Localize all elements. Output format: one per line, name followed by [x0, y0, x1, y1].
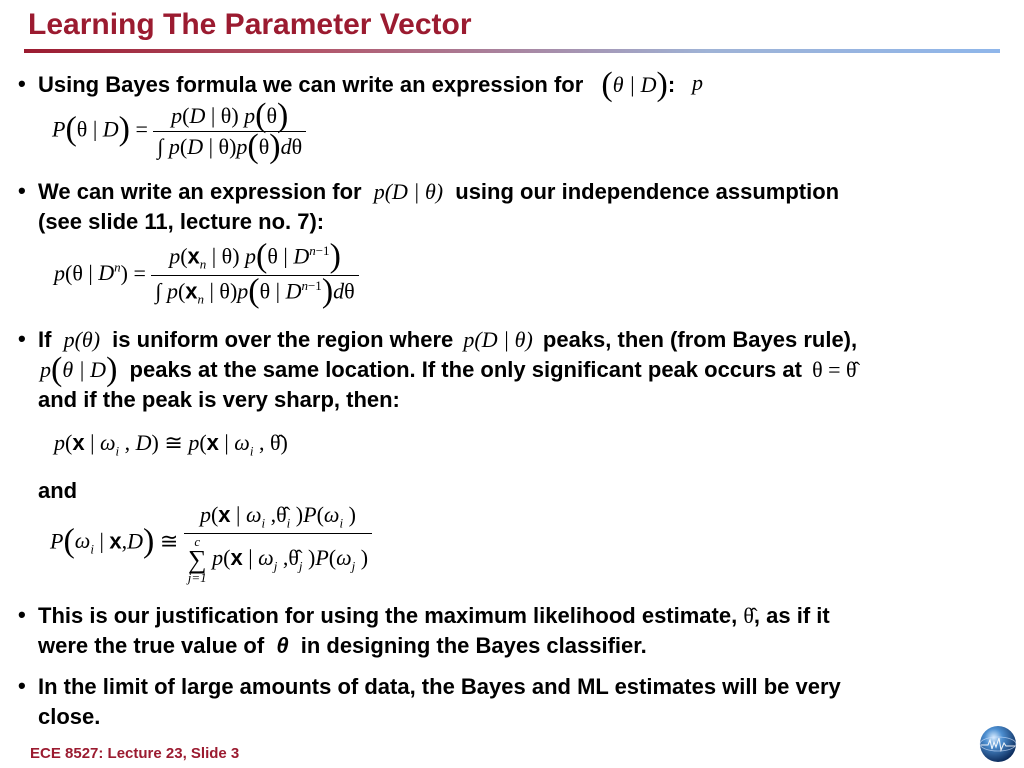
- bullet-dot-icon: •: [18, 326, 26, 351]
- bullet-3-text-a: If: [38, 327, 52, 352]
- equation-approx-conditional: p(x | $\omega_i$ , D) ≅ p(x | $\omega_i$ , θ̂): [54, 430, 288, 459]
- bullet-2-line-2: (see slide 11, lecture no. 7):: [38, 209, 325, 234]
- bullet-dot-icon: •: [18, 673, 26, 698]
- bullet-4-text-b: , as if it: [753, 603, 830, 628]
- bullet-4-text-c: were the true value of: [38, 633, 265, 658]
- bullet-4-text-a: This is our justification for using the maximum likelihood estimate,: [38, 603, 738, 628]
- equation-recursive-bayes: p(θ | $D^n$) = $\frac{p(x_n | \theta) p(\theta | D^{n-1})}{\int p(x_n | \theta)p(\theta | D^{n-1})d\theta}$: [54, 243, 359, 307]
- math-posterior-theta: (θ | D): [601, 66, 668, 103]
- bullet-3-text-c: peaks, then (from Bayes rule),: [542, 327, 858, 352]
- bullet-2-text-b: using our independence assumption: [455, 179, 840, 204]
- slide-footer: ECE 8527: Lecture 23, Slide 3: [30, 745, 240, 762]
- math-likelihood-2: p(D | θ): [463, 327, 533, 352]
- bullet-5-line-2: close.: [38, 704, 101, 729]
- bullet-3: [38, 325, 857, 355]
- equation-bayes-posterior: P(θ | D) = $\frac{p(D | \theta) p(\theta)}{\int p(D | \theta)p(\theta)d\theta}$: [52, 103, 306, 160]
- bullet-1-colon: :: [667, 72, 676, 97]
- slide-title: Learning The Parameter Vector: [28, 8, 472, 41]
- bullet-3-text-b: is uniform over the region where: [112, 327, 454, 352]
- math-p-prefix: p: [692, 70, 703, 95]
- title-divider: [24, 49, 1000, 53]
- bullet-dot-icon: •: [18, 71, 26, 96]
- bullet-4: [38, 601, 830, 631]
- bullet-5: In the limit of large amounts of data, the Bayes and ML estimates will be very: [38, 674, 841, 699]
- math-theta-hat: θ̂: [743, 603, 754, 628]
- bullet-dot-icon: •: [18, 602, 26, 627]
- math-posterior-2: p(θ | D): [40, 351, 118, 388]
- equation-class-posterior: $P(\omega_i$ | x,D) ≅ p(x | $\omega_i$ $,\thetâ_i$ )$P(\omega_i$ ) c ∑ j=1 p(x | $\omega_j$ $,\thetâ_j$ )$P(\omega_j$ ): [50, 502, 372, 584]
- and-text: and: [38, 478, 78, 503]
- bullet-4-line-2: [38, 631, 647, 661]
- bullet-1: [38, 66, 676, 103]
- bullet-2: [38, 177, 839, 207]
- math-theta-equals-hat: θ = θ̂: [812, 357, 857, 382]
- bullet-2-text-a: We can write an expression for: [38, 179, 362, 204]
- bullet-1-text: Using Bayes formula we can write an expression for: [38, 72, 584, 97]
- bullet-3-text-d: peaks at the same location. If the only significant peak occurs at: [129, 357, 802, 382]
- math-prior: p(θ): [63, 327, 101, 352]
- bullet-3-line-3: and if the peak is very sharp, then:: [38, 387, 400, 412]
- bullet-dot-icon: •: [18, 178, 26, 203]
- bullet-3-line-2: [40, 351, 857, 388]
- bullet-4-text-d: in designing the Bayes classifier.: [300, 633, 647, 658]
- math-likelihood: p(D | θ): [373, 179, 444, 204]
- globe-logo-icon: [978, 724, 1018, 764]
- math-theta-inline: θ: [276, 633, 289, 658]
